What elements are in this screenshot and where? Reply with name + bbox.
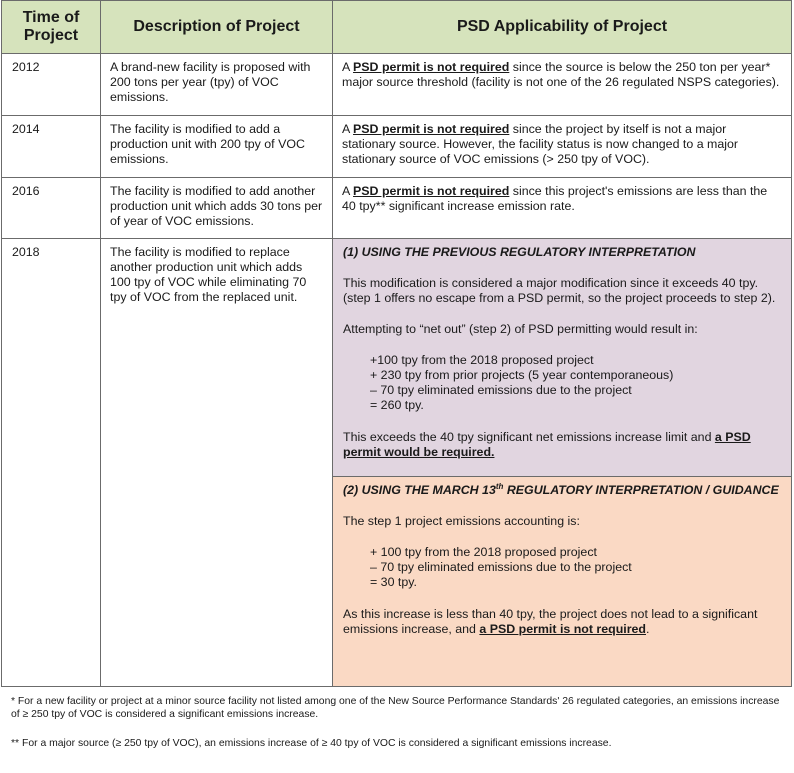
row-applicability bbox=[333, 116, 792, 178]
applicability-prefix: A bbox=[342, 60, 354, 74]
row-applicability bbox=[333, 178, 792, 239]
calculation-line: +100 tpy from the 2018 proposed project bbox=[370, 353, 594, 367]
psd-required-emphasis: a PSD permit would be required. bbox=[343, 430, 751, 459]
calculation-line: = 260 tpy. bbox=[370, 398, 424, 412]
previous-netting-calculation bbox=[370, 353, 781, 413]
applicability-prefix: A bbox=[342, 184, 354, 198]
guidance-heading-superscript: th bbox=[495, 481, 504, 491]
guidance-heading-prefix: (2) USING THE MARCH 13 bbox=[343, 483, 496, 497]
guidance-conclusion bbox=[343, 607, 781, 637]
applicability-suffix: since the source is below the 250 ton per year* major source threshold (facility is not one of the 26 regulated NSPS categories). bbox=[342, 60, 780, 89]
row-applicability-interpretations bbox=[333, 239, 792, 687]
psd-not-required-emphasis: PSD permit is not required bbox=[353, 60, 510, 74]
footnote-double-asterisk: ** For a major source (≥ 250 tpy of VOC), an emissions increase of ≥ 40 tpy of VOC is considered a significant emissions increase. bbox=[11, 738, 612, 749]
previous-conclusion bbox=[343, 430, 781, 460]
header-time-of-project: Time of Project bbox=[2, 1, 101, 54]
guidance-accounting-intro: The step 1 project emissions accounting is: bbox=[343, 514, 580, 528]
applicability-suffix: since the project by itself is not a major stationary source. However, the facility status is now changed to a major stationary source of VOC emissions (> 250 tpy of VOC). bbox=[342, 122, 739, 166]
footnote-single-asterisk: * For a new facility or project at a minor source facility not listed among one of the New Source Performance Standards' 26 regulated categories, an emissions increase of ≥ 250 tpy of VOC is considered a significant emissions increase. bbox=[11, 696, 780, 720]
row-description: The facility is modified to add another production unit which adds 30 tons per of year of VOC emissions. bbox=[101, 178, 333, 239]
table-row bbox=[2, 178, 792, 239]
calculation-line: + 100 tpy from the 2018 proposed project bbox=[370, 545, 597, 559]
psd-not-required-emphasis: PSD permit is not required bbox=[353, 184, 510, 198]
calculation-line: + 230 tpy from prior projects (5 year contemporaneous) bbox=[370, 368, 674, 382]
table-row bbox=[2, 54, 792, 116]
previous-interpretation-heading: (1) USING THE PREVIOUS REGULATORY INTERPRETATION bbox=[343, 245, 696, 259]
header-description: Description of Project bbox=[101, 1, 333, 54]
guidance-conclusion-text: As this increase is less than 40 tpy, the project does not lead to a significant emissions increase, and bbox=[343, 607, 758, 636]
previous-net-out-intro: Attempting to “net out” (step 2) of PSD permitting would result in: bbox=[343, 322, 698, 336]
row-year: 2014 bbox=[2, 116, 101, 178]
guidance-heading bbox=[343, 483, 781, 498]
row-applicability bbox=[333, 54, 792, 116]
footnotes bbox=[1, 687, 791, 750]
guidance-heading-suffix: REGULATORY INTERPRETATION / GUIDANCE bbox=[503, 483, 779, 497]
psd-not-required-emphasis: PSD permit is not required bbox=[353, 122, 510, 136]
row-year: 2018 bbox=[2, 239, 101, 687]
calculation-line: – 70 tpy eliminated emissions due to the project bbox=[370, 560, 632, 574]
header-psd-applicability: PSD Applicability of Project bbox=[333, 1, 792, 54]
row-year: 2012 bbox=[2, 54, 101, 116]
calculation-line: = 30 tpy. bbox=[370, 575, 417, 589]
row-description: A brand-new facility is proposed with 200 tons per year (tpy) of VOC emissions. bbox=[101, 54, 333, 116]
psd-applicability-table bbox=[1, 0, 792, 687]
table-row bbox=[2, 239, 792, 687]
previous-major-modification-text: This modification is considered a major modification since it exceeds 40 tpy. (step 1 offers no escape from a PSD permit, so the project proceeds to step 2). bbox=[343, 276, 776, 305]
table-header-row bbox=[2, 1, 792, 54]
table-row bbox=[2, 116, 792, 178]
psd-table-document bbox=[1, 0, 791, 750]
calculation-line: – 70 tpy eliminated emissions due to the project bbox=[370, 383, 632, 397]
guidance-conclusion-suffix: . bbox=[646, 622, 650, 636]
applicability-prefix: A bbox=[342, 122, 354, 136]
psd-not-required-emphasis: a PSD permit is not required bbox=[479, 622, 646, 636]
previous-interpretation-block bbox=[333, 239, 791, 477]
row-description: The facility is modified to add a production unit with 200 tpy of VOC emissions. bbox=[101, 116, 333, 178]
previous-conclusion-text: This exceeds the 40 tpy significant net emissions increase limit and bbox=[343, 430, 715, 444]
guidance-accounting-calculation bbox=[370, 545, 781, 590]
applicability-suffix: since this project's emissions are less than the 40 tpy** significant increase emission rate. bbox=[342, 184, 768, 213]
row-year: 2016 bbox=[2, 178, 101, 239]
march-13-guidance-block bbox=[333, 477, 791, 686]
row-description: The facility is modified to replace another production unit which adds 100 tpy of VOC while eliminating 70 tpy of VOC from the replaced unit. bbox=[101, 239, 333, 687]
